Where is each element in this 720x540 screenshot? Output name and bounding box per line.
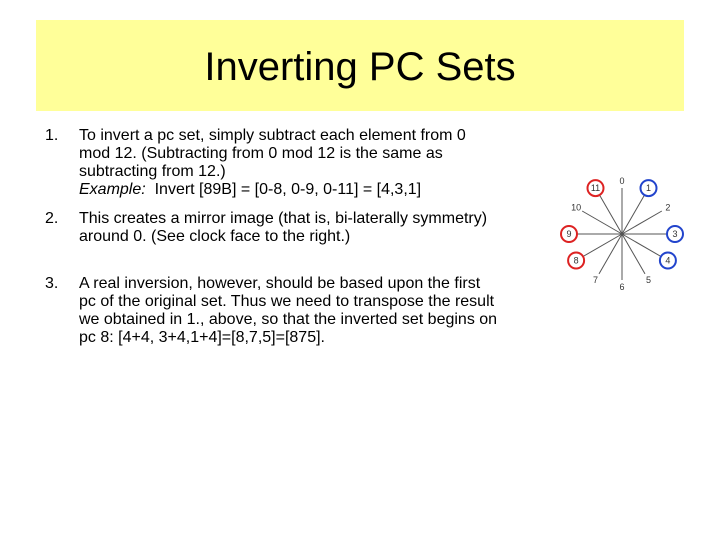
clock-spoke (622, 234, 662, 257)
pc-label: 8 (573, 255, 579, 266)
list-item-1 (45, 127, 565, 199)
clock-svg (557, 175, 687, 295)
clock-spoke (582, 211, 622, 234)
pc-label: 7 (592, 274, 599, 285)
item-line: mod 12. (Subtracting from 0 mod 12 is the same as (79, 145, 443, 162)
pc-label: 9 (566, 229, 572, 239)
pc-label: 5 (645, 274, 652, 285)
item-line: To invert a pc set, simply subtract each element from 0 (79, 127, 466, 144)
clock-spoke (599, 234, 622, 274)
item-line: subtracting from 12.) (79, 163, 226, 180)
pc-label: 10 (571, 202, 582, 213)
pc-label: 6 (619, 282, 625, 292)
clock-face-diagram (557, 175, 687, 295)
title-band (36, 20, 684, 111)
item-line: pc 8: [4+4, 3+4,1+4]=[8,7,5]=[875]. (79, 329, 325, 346)
pc-label: 11 (590, 183, 601, 194)
example-line (79, 181, 565, 199)
numbered-list (45, 127, 565, 347)
slide-title: Inverting PC Sets (204, 45, 516, 89)
item-line: A real inversion, however, should be based upon the first (79, 275, 481, 292)
item-number: 2. (45, 210, 59, 227)
item-line: around 0. (See clock face to the right.) (79, 228, 351, 245)
item-number: 1. (45, 127, 59, 144)
clock-spoke (622, 211, 662, 234)
clock-spoke (622, 234, 645, 274)
list-item-2 (45, 210, 565, 246)
item-number: 3. (45, 275, 59, 292)
item-line: This creates a mirror image (that is, bi-laterally symmetry) (79, 210, 488, 227)
pc-label: 1 (645, 183, 652, 194)
example-label: Example: (79, 181, 146, 198)
pc-label: 4 (665, 255, 671, 266)
clock-spoke (622, 194, 645, 234)
pc-label: 0 (619, 176, 625, 186)
clock-spoke (599, 194, 622, 234)
pc-label: 3 (672, 229, 678, 239)
example-text: Invert [89B] = [0-8, 0-9, 0-11] = [4,3,1] (145, 181, 422, 198)
item-line: pc of the original set. Thus we need to transpose the result (79, 293, 495, 310)
pc-label: 2 (665, 202, 671, 213)
list-item-3 (45, 275, 565, 347)
item-line: we obtained in 1., above, so that the inverted set begins on (79, 311, 498, 328)
clock-spoke (582, 234, 622, 257)
